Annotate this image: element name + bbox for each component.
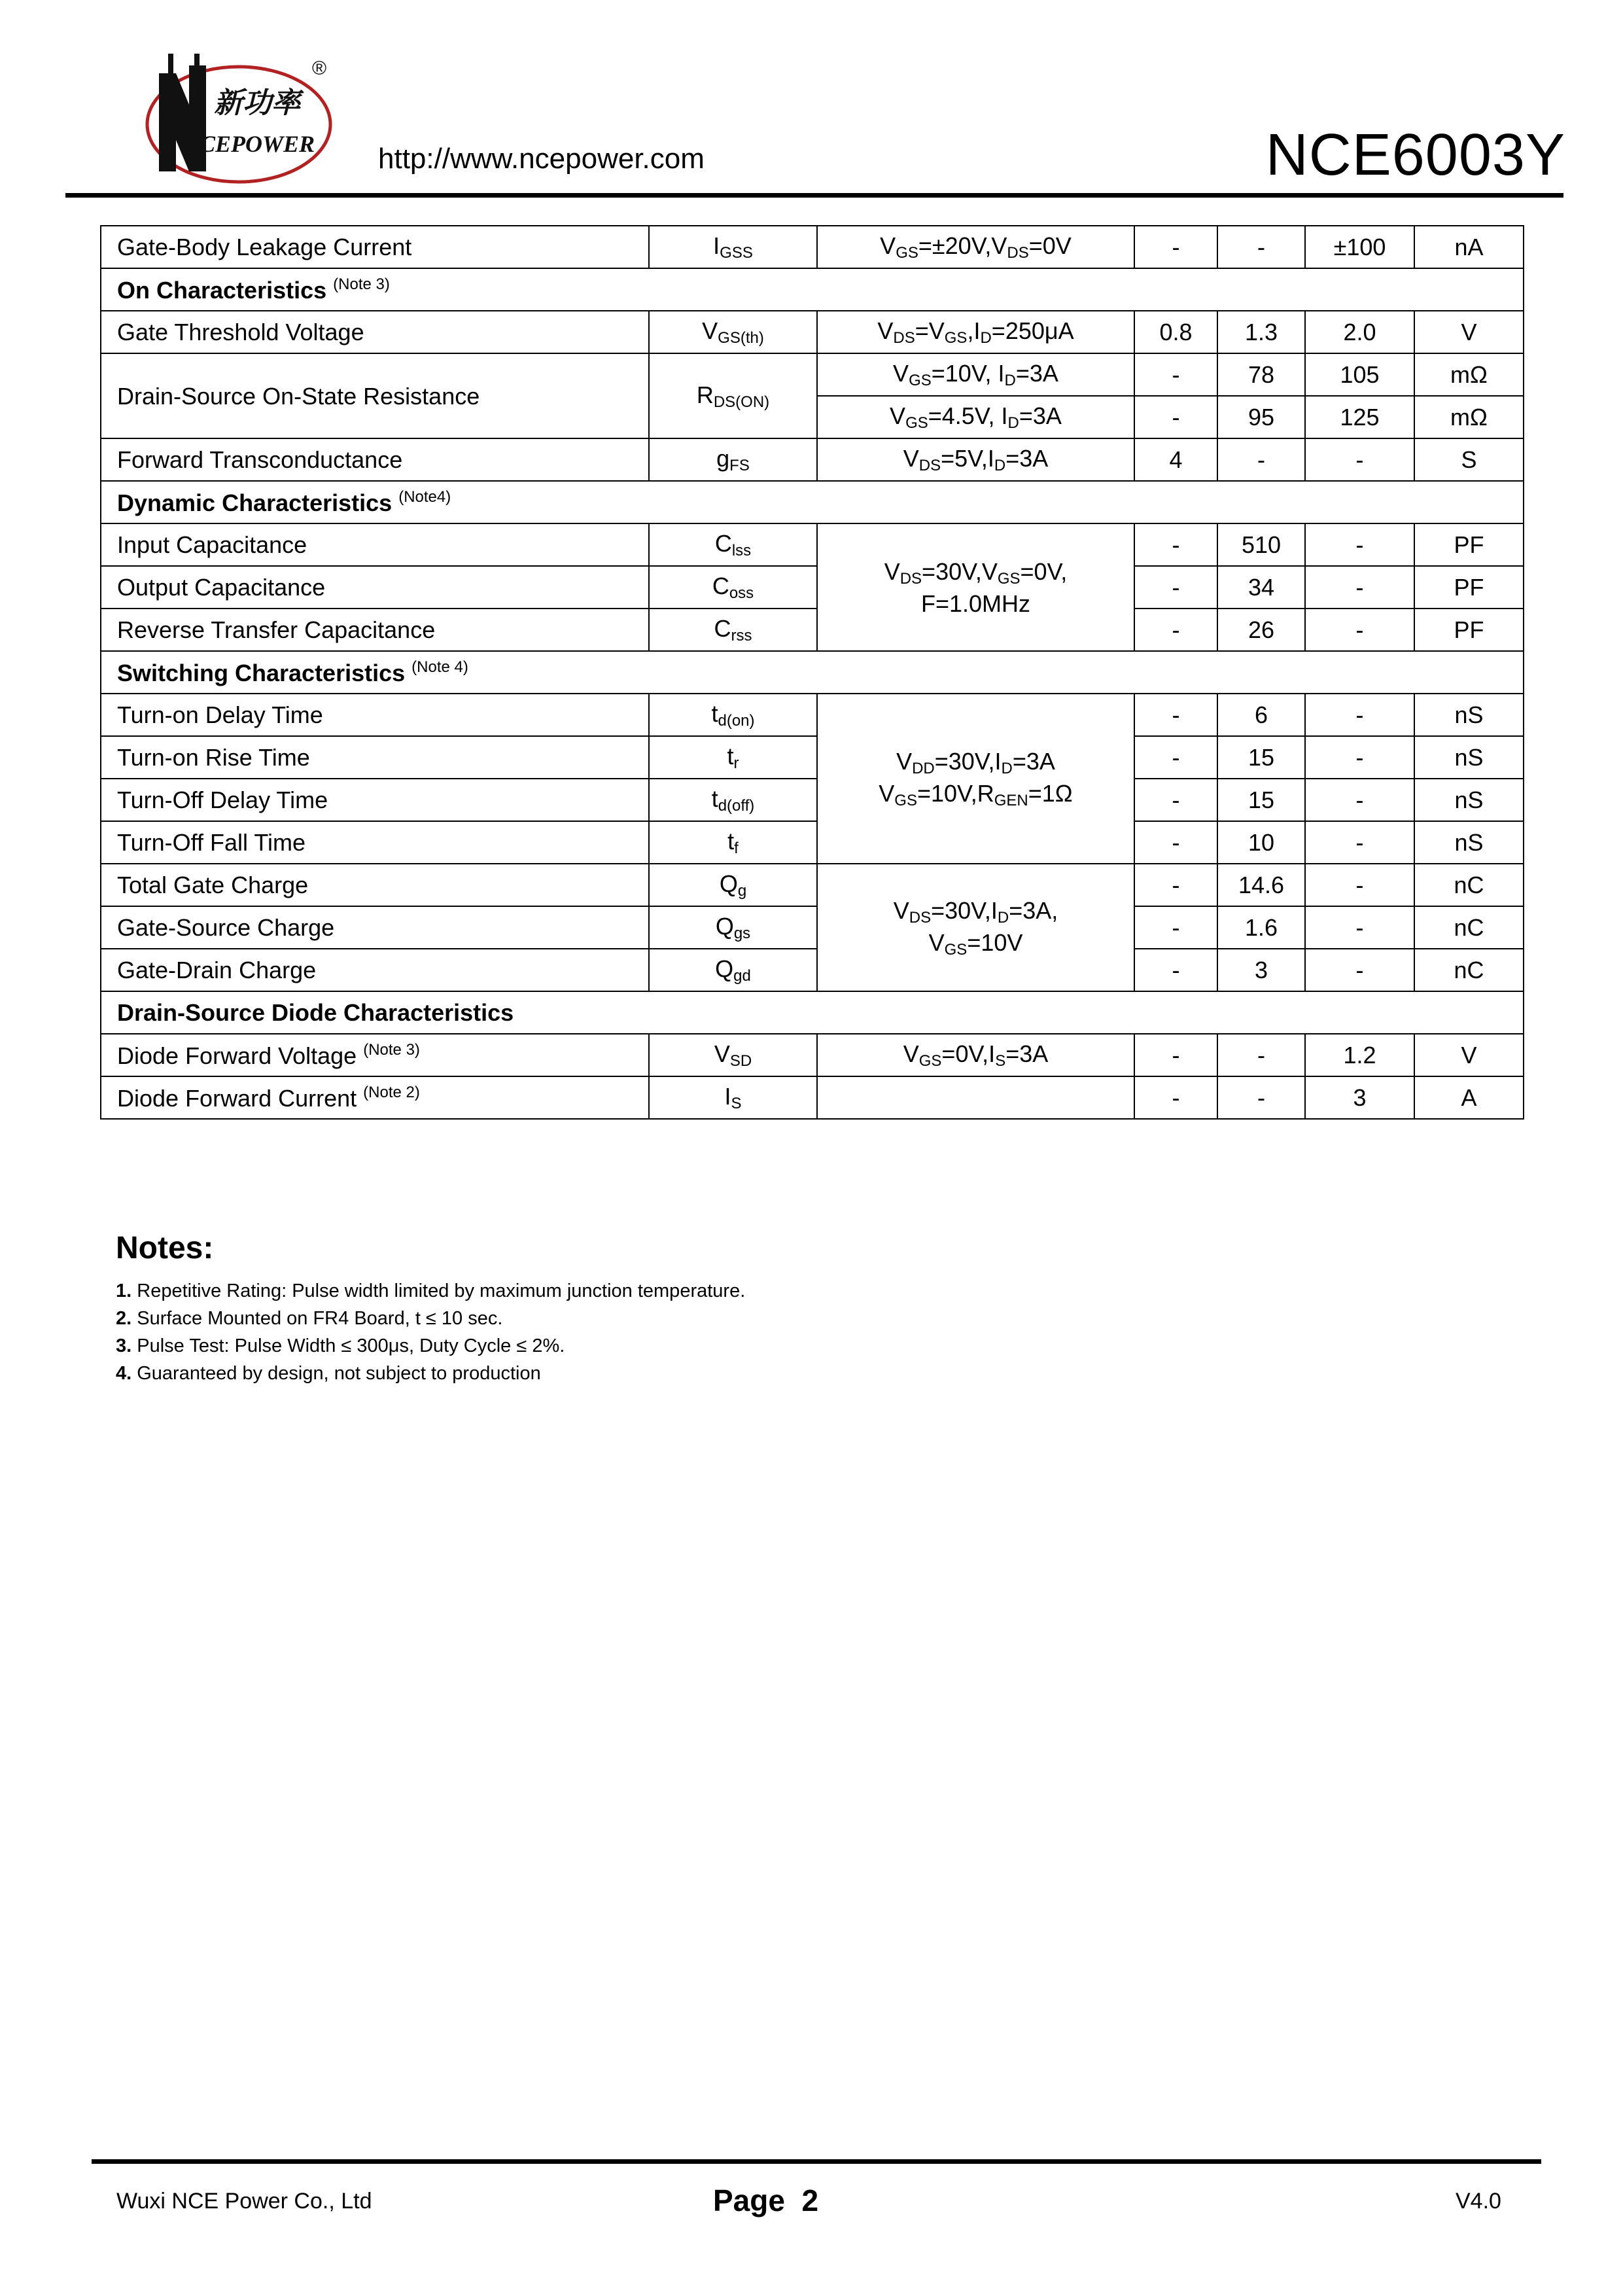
table-row [101,736,1524,779]
section-header-row [101,481,1524,523]
min-value: - [1134,226,1217,268]
table-row [101,821,1524,864]
max-value: - [1305,523,1414,566]
unit-cell: V [1414,1034,1524,1076]
unit-cell: mΩ [1414,353,1524,396]
typ-value: 1.6 [1217,906,1305,949]
table-row [101,1034,1524,1076]
min-value: 4 [1134,438,1217,481]
condition-cell: $V_{GS}=4.5V$, $I_D=3A$ [817,396,1134,438]
typ-value: 510 [1217,523,1305,566]
section-title: Drain-Source Diode Characteristics [101,991,1524,1034]
section-header-row [101,991,1524,1034]
electrical-characteristics-table [100,225,1524,1120]
symbol-cell: $t_{d(off)}$ [649,779,817,821]
section-title: Dynamic Characteristics $^{(Note4)}$ [101,481,1524,523]
parameter-name: Diode Forward Current $^{(Note 2)}$ [101,1076,649,1119]
symbol-cell: $V_{SD}$ [649,1034,817,1076]
symbol-cell: $R_{DS(ON)}$ [649,353,817,438]
unit-cell: nS [1414,694,1524,736]
table-row [101,523,1524,566]
condition-cell: $V_{GS}=\pm 20V,V_{DS}=0V$ [817,226,1134,268]
min-value: - [1134,1034,1217,1076]
max-value: - [1305,694,1414,736]
page-number: Page 2 [713,2183,819,2217]
max-value: ±100 [1305,226,1414,268]
parameter-name: Gate-Drain Charge [101,949,649,991]
company-logo [141,54,337,191]
max-value: - [1305,566,1414,609]
max-value: 125 [1305,396,1414,438]
max-value: 2.0 [1305,311,1414,353]
symbol-cell: $C_{rss}$ [649,609,817,651]
logo-chinese-text: 新功率 [214,86,300,120]
condition-cell: $V_{DS}=V_{GS},I_D=250\mu A$ [817,311,1134,353]
unit-cell: nS [1414,736,1524,779]
parameter-name: Total Gate Charge [101,864,649,906]
table-row [101,779,1524,821]
typ-value: 6 [1217,694,1305,736]
table-row [101,949,1524,991]
condition-cell: $V_{DS}=30V,V_{GS}=0V$, F=1.0MHz [817,523,1134,651]
min-value: - [1134,396,1217,438]
table-row [101,864,1524,906]
parameter-name: Turn-Off Fall Time [101,821,649,864]
max-value: - [1305,779,1414,821]
parameter-name: Gate-Body Leakage Current [101,226,649,268]
typ-value: 78 [1217,353,1305,396]
typ-value: - [1217,226,1305,268]
section-header-row [101,268,1524,311]
note-item: 3. Pulse Test: Pulse Width ≤ 300μs, Duty Cycle ≤ 2%. [116,1335,565,1356]
symbol-cell: $C_{oss}$ [649,566,817,609]
parameter-name: Input Capacitance [101,523,649,566]
unit-cell: V [1414,311,1524,353]
typ-value: - [1217,438,1305,481]
max-value: 105 [1305,353,1414,396]
min-value: - [1134,353,1217,396]
typ-value: 95 [1217,396,1305,438]
min-value: - [1134,1076,1217,1119]
typ-value: 26 [1217,609,1305,651]
symbol-cell: $t_r$ [649,736,817,779]
unit-cell: nS [1414,779,1524,821]
table-row [101,694,1524,736]
parameter-name: Gate-Source Charge [101,906,649,949]
website-url[interactable]: http://www.ncepower.com [378,143,705,175]
table-row [101,566,1524,609]
min-value: - [1134,523,1217,566]
typ-value: 3 [1217,949,1305,991]
typ-value: 15 [1217,779,1305,821]
parameter-name: Turn-on Rise Time [101,736,649,779]
unit-cell: nC [1414,906,1524,949]
min-value: - [1134,694,1217,736]
header-divider [65,193,1563,198]
symbol-cell: $t_{d(on)}$ [649,694,817,736]
max-value: - [1305,609,1414,651]
unit-cell: S [1414,438,1524,481]
typ-value: 15 [1217,736,1305,779]
symbol-cell: $Q_{gd}$ [649,949,817,991]
condition-cell: $V_{GS}=10V$, $I_D=3A$ [817,353,1134,396]
min-value: - [1134,609,1217,651]
condition-cell: $V_{DD}=30V,I_D=3A$ $V_{GS}=10V,R_{GEN}=1\Omega$ [817,694,1134,864]
table-row [101,226,1524,268]
max-value: 1.2 [1305,1034,1414,1076]
parameter-name: Turn-on Delay Time [101,694,649,736]
min-value: - [1134,779,1217,821]
max-value: - [1305,821,1414,864]
parameter-name: Turn-Off Delay Time [101,779,649,821]
typ-value: 10 [1217,821,1305,864]
unit-cell: PF [1414,523,1524,566]
parameter-name: Drain-Source On-State Resistance [101,353,649,438]
note-item: 1. Repetitive Rating: Pulse width limited by maximum junction temperature. [116,1280,746,1301]
notes-list [116,1277,745,1387]
symbol-cell: $I_S$ [649,1076,817,1119]
table-row [101,906,1524,949]
unit-cell: nC [1414,949,1524,991]
table-row [101,353,1524,396]
symbol-cell: $I_{GSS}$ [649,226,817,268]
registered-mark: ® [312,58,327,79]
note-item: 2. Surface Mounted on FR4 Board, t ≤ 10 sec. [116,1308,503,1329]
min-value: - [1134,906,1217,949]
section-header-row [101,651,1524,694]
table-row [101,438,1524,481]
logo-english-text: CEPOWER [200,131,315,157]
condition-cell: $V_{DS}=30V,I_D=3A$, $V_{GS}=10V$ [817,864,1134,991]
parameter-name: Reverse Transfer Capacitance [101,609,649,651]
condition-cell [817,1076,1134,1119]
footer-divider [92,2159,1541,2164]
symbol-cell: $Q_g$ [649,864,817,906]
unit-cell: nA [1414,226,1524,268]
document-version: V4.0 [1456,2189,1501,2214]
condition-cell: $V_{DS}=5V,I_D=3A$ [817,438,1134,481]
min-value: 0.8 [1134,311,1217,353]
min-value: - [1134,821,1217,864]
part-number: NCE6003Y [1265,122,1565,188]
max-value: 3 [1305,1076,1414,1119]
symbol-cell: $C_{lss}$ [649,523,817,566]
max-value: - [1305,949,1414,991]
symbol-cell: $V_{GS(th)}$ [649,311,817,353]
condition-cell: $V_{GS}=0V,I_S=3A$ [817,1034,1134,1076]
max-value: - [1305,438,1414,481]
min-value: - [1134,736,1217,779]
parameter-name: Gate Threshold Voltage [101,311,649,353]
parameter-name: Forward Transconductance [101,438,649,481]
typ-value: 1.3 [1217,311,1305,353]
min-value: - [1134,864,1217,906]
symbol-cell: $Q_{gs}$ [649,906,817,949]
unit-cell: nS [1414,821,1524,864]
table-row [101,1076,1524,1119]
typ-value: - [1217,1076,1305,1119]
symbol-cell: $t_f$ [649,821,817,864]
unit-cell: A [1414,1076,1524,1119]
parameter-name: Output Capacitance [101,566,649,609]
notes-title: Notes: [116,1231,214,1265]
min-value: - [1134,949,1217,991]
table-row [101,609,1524,651]
typ-value: 34 [1217,566,1305,609]
max-value: - [1305,864,1414,906]
typ-value: - [1217,1034,1305,1076]
unit-cell: PF [1414,609,1524,651]
section-title: Switching Characteristics $^{(Note 4)}$ [101,651,1524,694]
note-item: 4. Guaranteed by design, not subject to production [116,1363,541,1384]
min-value: - [1134,566,1217,609]
max-value: - [1305,906,1414,949]
parameter-name: Diode Forward Voltage $^{(Note 3)}$ [101,1034,649,1076]
symbol-cell: $g_{FS}$ [649,438,817,481]
table-row [101,311,1524,353]
max-value: - [1305,736,1414,779]
unit-cell: PF [1414,566,1524,609]
unit-cell: mΩ [1414,396,1524,438]
typ-value: 14.6 [1217,864,1305,906]
unit-cell: nC [1414,864,1524,906]
footer-company: Wuxi NCE Power Co., Ltd [116,2189,372,2214]
section-title: On Characteristics $^{(Note 3)}$ [101,268,1524,311]
